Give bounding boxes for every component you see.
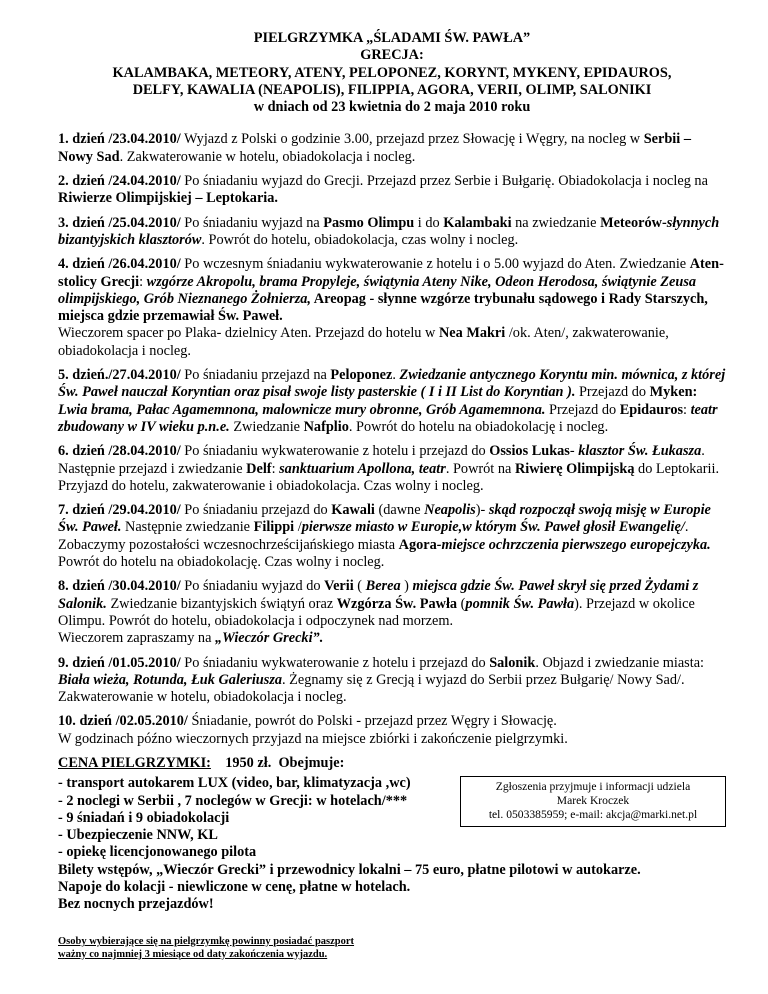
day-1-paragraph [58, 131, 726, 166]
day-text-segment: Berea [365, 578, 401, 595]
day-text-segment: 7. dzień /29.04.2010/ [58, 502, 181, 519]
itinerary [58, 131, 726, 748]
document-header [58, 30, 726, 116]
date-range: w dniach od 23 kwietnia do 2 maja 2010 roku [253, 99, 531, 116]
day-text-segment: ). Przejazd w okolice Olimpu. Powrót do hotelu, obiadokolacja i odpoczynek nad morzem. [58, 595, 695, 629]
day-text-segment: Epidauros [619, 401, 684, 418]
day-text-segment: Po śniadaniu przejazd na [180, 367, 331, 384]
day-text-segment: - [569, 443, 579, 460]
day-text-segment: Riwierze Olimpijskiej – Leptokaria. [58, 190, 278, 207]
note-line: Osoby wybierające się na pielgrzymkę powinny posiadać paszport [58, 936, 355, 947]
price-item: - Ubezpieczenie NNW, KL [58, 827, 218, 844]
day-text-segment: Lwia brama, Pałac Agamemnona, malownicze mury obronne, Grób Agamemnona. [58, 401, 546, 418]
day-7-paragraph [58, 502, 726, 571]
day-text-segment: Śniadanie, powrót do Polski - przejazd przez Węgry i Słowację. [187, 713, 557, 730]
contact-name: Marek Kroczek [556, 794, 630, 808]
contact-box [460, 776, 726, 827]
day-text-segment: / [294, 519, 302, 536]
day-text-segment: Pasmo Olimpu [323, 214, 415, 231]
day-text-segment: Po śniadaniu wykwaterowanie z hotelu i przejazd do [180, 443, 490, 460]
day-text-segment: Kalambaki [443, 214, 512, 231]
day-text-segment: Serbii – Nowy Sad [58, 131, 691, 165]
day-text-segment: Agora [398, 536, 437, 553]
day-text-segment: pierwsze miasto w Europie,w którym Św. Paweł głosił Ewangelię/ [301, 519, 685, 536]
day-text-segment: Zwiedzanie [229, 418, 304, 435]
price-includes: Obejmuje: [278, 754, 345, 771]
day-8-paragraph [58, 578, 726, 647]
day-text-segment: słynnych bizantyjskich klasztorów [58, 214, 720, 248]
day-text-segment: 3. dzień /25.04.2010/ [58, 214, 181, 231]
day-text-segment: Nafplio [303, 418, 349, 435]
price-item: Bilety wstępów, „Wieczór Grecki” i przewodnicy lokalni – 75 euro, płatne pilotowi w autokarze. [58, 861, 641, 878]
day-text-segment: 10. dzień /02.05.2010/ [58, 713, 188, 730]
day-text-segment: . [392, 367, 400, 384]
day-text-segment: ( [457, 595, 466, 612]
day-text-segment: (dawne [374, 502, 425, 519]
day-text-segment: Wieczorem spacer po Plaka- dzielnicy Aten. Przejazd do hotelu w [58, 325, 439, 342]
contact-line: Zgłoszenia przyjmuje i informacji udziela [495, 780, 691, 794]
day-text-segment: Riwierę Olimpijską [514, 460, 635, 477]
day-text-segment: Delf [246, 460, 272, 477]
day-text-segment: Zwiedzanie antycznego Koryntu min. mównica, z której Św. Paweł nauczał Koryntian oraz pisał swoje listy pasterskie ( I i II List do Koryntian ). [58, 367, 726, 401]
day-text-segment: )- [475, 502, 489, 519]
day-text-segment: Po śniadaniu przejazd do [180, 502, 332, 519]
day-9-paragraph [58, 655, 726, 707]
day-2-paragraph [58, 173, 726, 208]
price-label: CENA PIELGRZYMKI: [58, 754, 211, 771]
day-text-segment: 5. dzień./27.04.2010/ [58, 367, 181, 384]
day-3-paragraph [58, 215, 726, 250]
price-amount: 1950 zł. [225, 754, 272, 771]
day-text-segment: miejsca gdzie Św. Paweł skrył się przed Żydami z Salonik. [58, 578, 699, 612]
day-text-segment: Zwiedzanie bizantyjskich świątyń oraz [106, 595, 337, 612]
day-text-segment: 8. dzień /30.04.2010/ [58, 578, 181, 595]
passport-note [58, 936, 354, 961]
day-text-segment: „Wieczór Grecki”. [215, 630, 324, 647]
day-text-segment: Verii [324, 578, 354, 595]
day-text-segment: : [271, 460, 280, 477]
note-line: ważny co najmniej 3 miesiące od daty zakończenia wyjazdu. [58, 948, 328, 960]
day-text-segment: klasztor Św. Łukasza [578, 443, 702, 460]
day-text-segment: Po śniadaniu wykwaterowanie z hotelu i przejazd do [180, 654, 490, 671]
day-text-segment: wzgórze Akropolu, brama Propyleje, świątynia Ateny Nike, Odeon Herodosa, świątynie Zeusa olimpijskiego, Grób Nieznanego Żołnierza, [58, 273, 697, 307]
day-10-paragraph [58, 713, 726, 748]
day-text-segment: Następnie zwiedzanie [121, 519, 254, 536]
day-text-segment: 9. dzień /01.05.2010/ [58, 654, 181, 671]
day-text-segment: Areopag - słynne wzgórze trybunału sądowego i Rady Starszych, miejsca gdzie przemawiał Św. Paweł. [58, 290, 708, 325]
title: PIELGRZYMKA „ŚLADAMI ŚW. PAWŁA” [253, 30, 531, 46]
day-text-segment: 6. dzień /28.04.2010/ [58, 443, 181, 460]
day-text-segment: i do [414, 214, 444, 231]
day-text-segment: 2. dzień /24.04.2010/ [58, 173, 181, 190]
day-text-segment: -miejsce ochrzczenia pierwszego europejczyka. [436, 536, 711, 553]
day-text-segment: . Powrót do hotelu, obiadokolacja, czas wolny i nocleg. [201, 231, 519, 248]
day-text-segment: Przejazd do [545, 401, 620, 418]
day-text-segment: do Leptokarii. Przyjazd do hotelu, zakwaterowanie i obiadokolacja. Czas wolny i nocleg. [58, 460, 720, 494]
day-text-segment: : [683, 401, 691, 418]
day-text-segment: Biała wieża, Rotunda, Łuk Galeriusza [58, 671, 283, 688]
day-text-segment: Peloponez [330, 367, 393, 384]
day-text-segment: . Objazd i zwiedzanie miasta: [535, 654, 705, 671]
day-text-segment: pomnik Św. Pawła [465, 595, 575, 612]
country: GRECJA: [360, 47, 424, 64]
day-text-segment: . Zakwaterowanie w hotelu, obiadokolacja i nocleg. [119, 148, 416, 165]
day-text-segment: W godzinach późno wieczornych przyjazd na miejsce zbiórki i zakończenie pielgrzymki. [58, 730, 568, 747]
day-text-segment: teatr zbudowany w IV wieku p.n.e. [58, 401, 718, 435]
places-line-1: KALAMBAKA, METEORY, ATENY, PELOPONEZ, KORYNT, MYKENY, EPIDAUROS, [112, 64, 672, 81]
price-item: - 9 śniadań i 9 obiadokolacji [58, 809, 230, 826]
day-text-segment: Salonik [489, 654, 536, 671]
price-item: Napoje do kolacji - niewliczone w cenę, płatne w hotelach. [58, 879, 411, 896]
price-item: - 2 noclegi w Serbii , 7 noclegów w Grecji: w hotelach/*** [58, 792, 408, 809]
day-text-segment: Filippi [253, 519, 295, 536]
day-text-segment: Aten-stolicy Grecji [58, 256, 724, 290]
day-text-segment: . Powrót na [445, 460, 515, 477]
day-text-segment: 4. dzień /26.04.2010/ [58, 256, 181, 273]
day-text-segment: . Zobaczymy pozostałości wczesnochrześcijańskiego miasta [58, 519, 689, 553]
price-item: - opiekę licencjonowanego pilota [58, 844, 257, 861]
day-text-segment: Kawali [331, 502, 375, 519]
day-6-paragraph [58, 443, 726, 495]
places-line-2: DELFY, KAWALIA (NEAPOLIS), FILIPPIA, AGORA, VERII, OLIMP, SALONIKI [132, 81, 652, 98]
day-text-segment: Wyjazd z Polski o godzinie 3.00, przejazd przez Słowację i Węgry, na nocleg w [180, 131, 644, 148]
price-details [58, 775, 726, 913]
day-text-segment: /ok. Aten/, zakwaterowanie, obiadokolacja i nocleg. [58, 325, 669, 359]
day-text-segment: . Żegnamy się z Grecją i wyjazd do Serbii przez Bułgarię/ Nowy Sad/. Zakwaterowanie w hotelu, obiadokolacja i nocleg. [58, 671, 685, 706]
day-text-segment: Wzgórza Św. Pawła [336, 595, 458, 612]
day-text-segment: skąd rozpoczął swoją misję w Europie Św. Paweł. [58, 502, 711, 536]
day-text-segment: Wieczorem zapraszamy na [58, 630, 215, 647]
contact-details: tel. 0503385959; e-mail: akcja@marki.net.pl [488, 808, 698, 822]
price-item: Bez nocnych przejazdów! [58, 896, 214, 913]
day-5-paragraph [58, 367, 726, 436]
day-4-paragraph [58, 256, 726, 360]
price-heading [58, 755, 726, 772]
day-text-segment: . Powrót do hotelu na obiadokolację i nocleg. [348, 418, 609, 435]
day-text-segment: . Następnie przejazd i zwiedzanie [58, 443, 705, 477]
day-text-segment: Przejazd do [575, 384, 650, 401]
day-text-segment: ) [400, 578, 413, 595]
day-text-segment: sanktuarium Apollona, teatr [279, 460, 446, 477]
day-text-segment: Po śniadaniu wyjazd do [180, 578, 325, 595]
price-item: - transport autokarem LUX (video, bar, klimatyzacja ,wc) [58, 775, 411, 792]
day-text-segment: ( [353, 578, 366, 595]
document-page [58, 30, 726, 914]
day-text-segment: 1. dzień /23.04.2010/ [58, 131, 181, 148]
day-text-segment: Po śniadaniu wyjazd na [180, 214, 324, 231]
day-text-segment: Ossios Lukas [489, 443, 570, 460]
day-text-segment: Myken: [649, 384, 698, 401]
day-text-segment: : [139, 273, 147, 290]
day-text-segment: Po śniadaniu wyjazd do Grecji. Przejazd przez Serbie i Bułgarię. Obiadokolacja i nocleg na [180, 173, 708, 190]
day-text-segment: Meteorów- [600, 214, 667, 231]
day-text-segment: Powrót do hotelu na obiadokolację. Czas wolny i nocleg. [58, 554, 385, 571]
day-text-segment: na zwiedzanie [511, 214, 601, 231]
day-text-segment: Neapolis [424, 502, 476, 519]
day-text-segment: Po wczesnym śniadaniu wykwaterowanie z hotelu i o 5.00 wyjazd do Aten. Zwiedzanie [180, 256, 690, 273]
day-text-segment: Nea Makri [438, 325, 506, 342]
